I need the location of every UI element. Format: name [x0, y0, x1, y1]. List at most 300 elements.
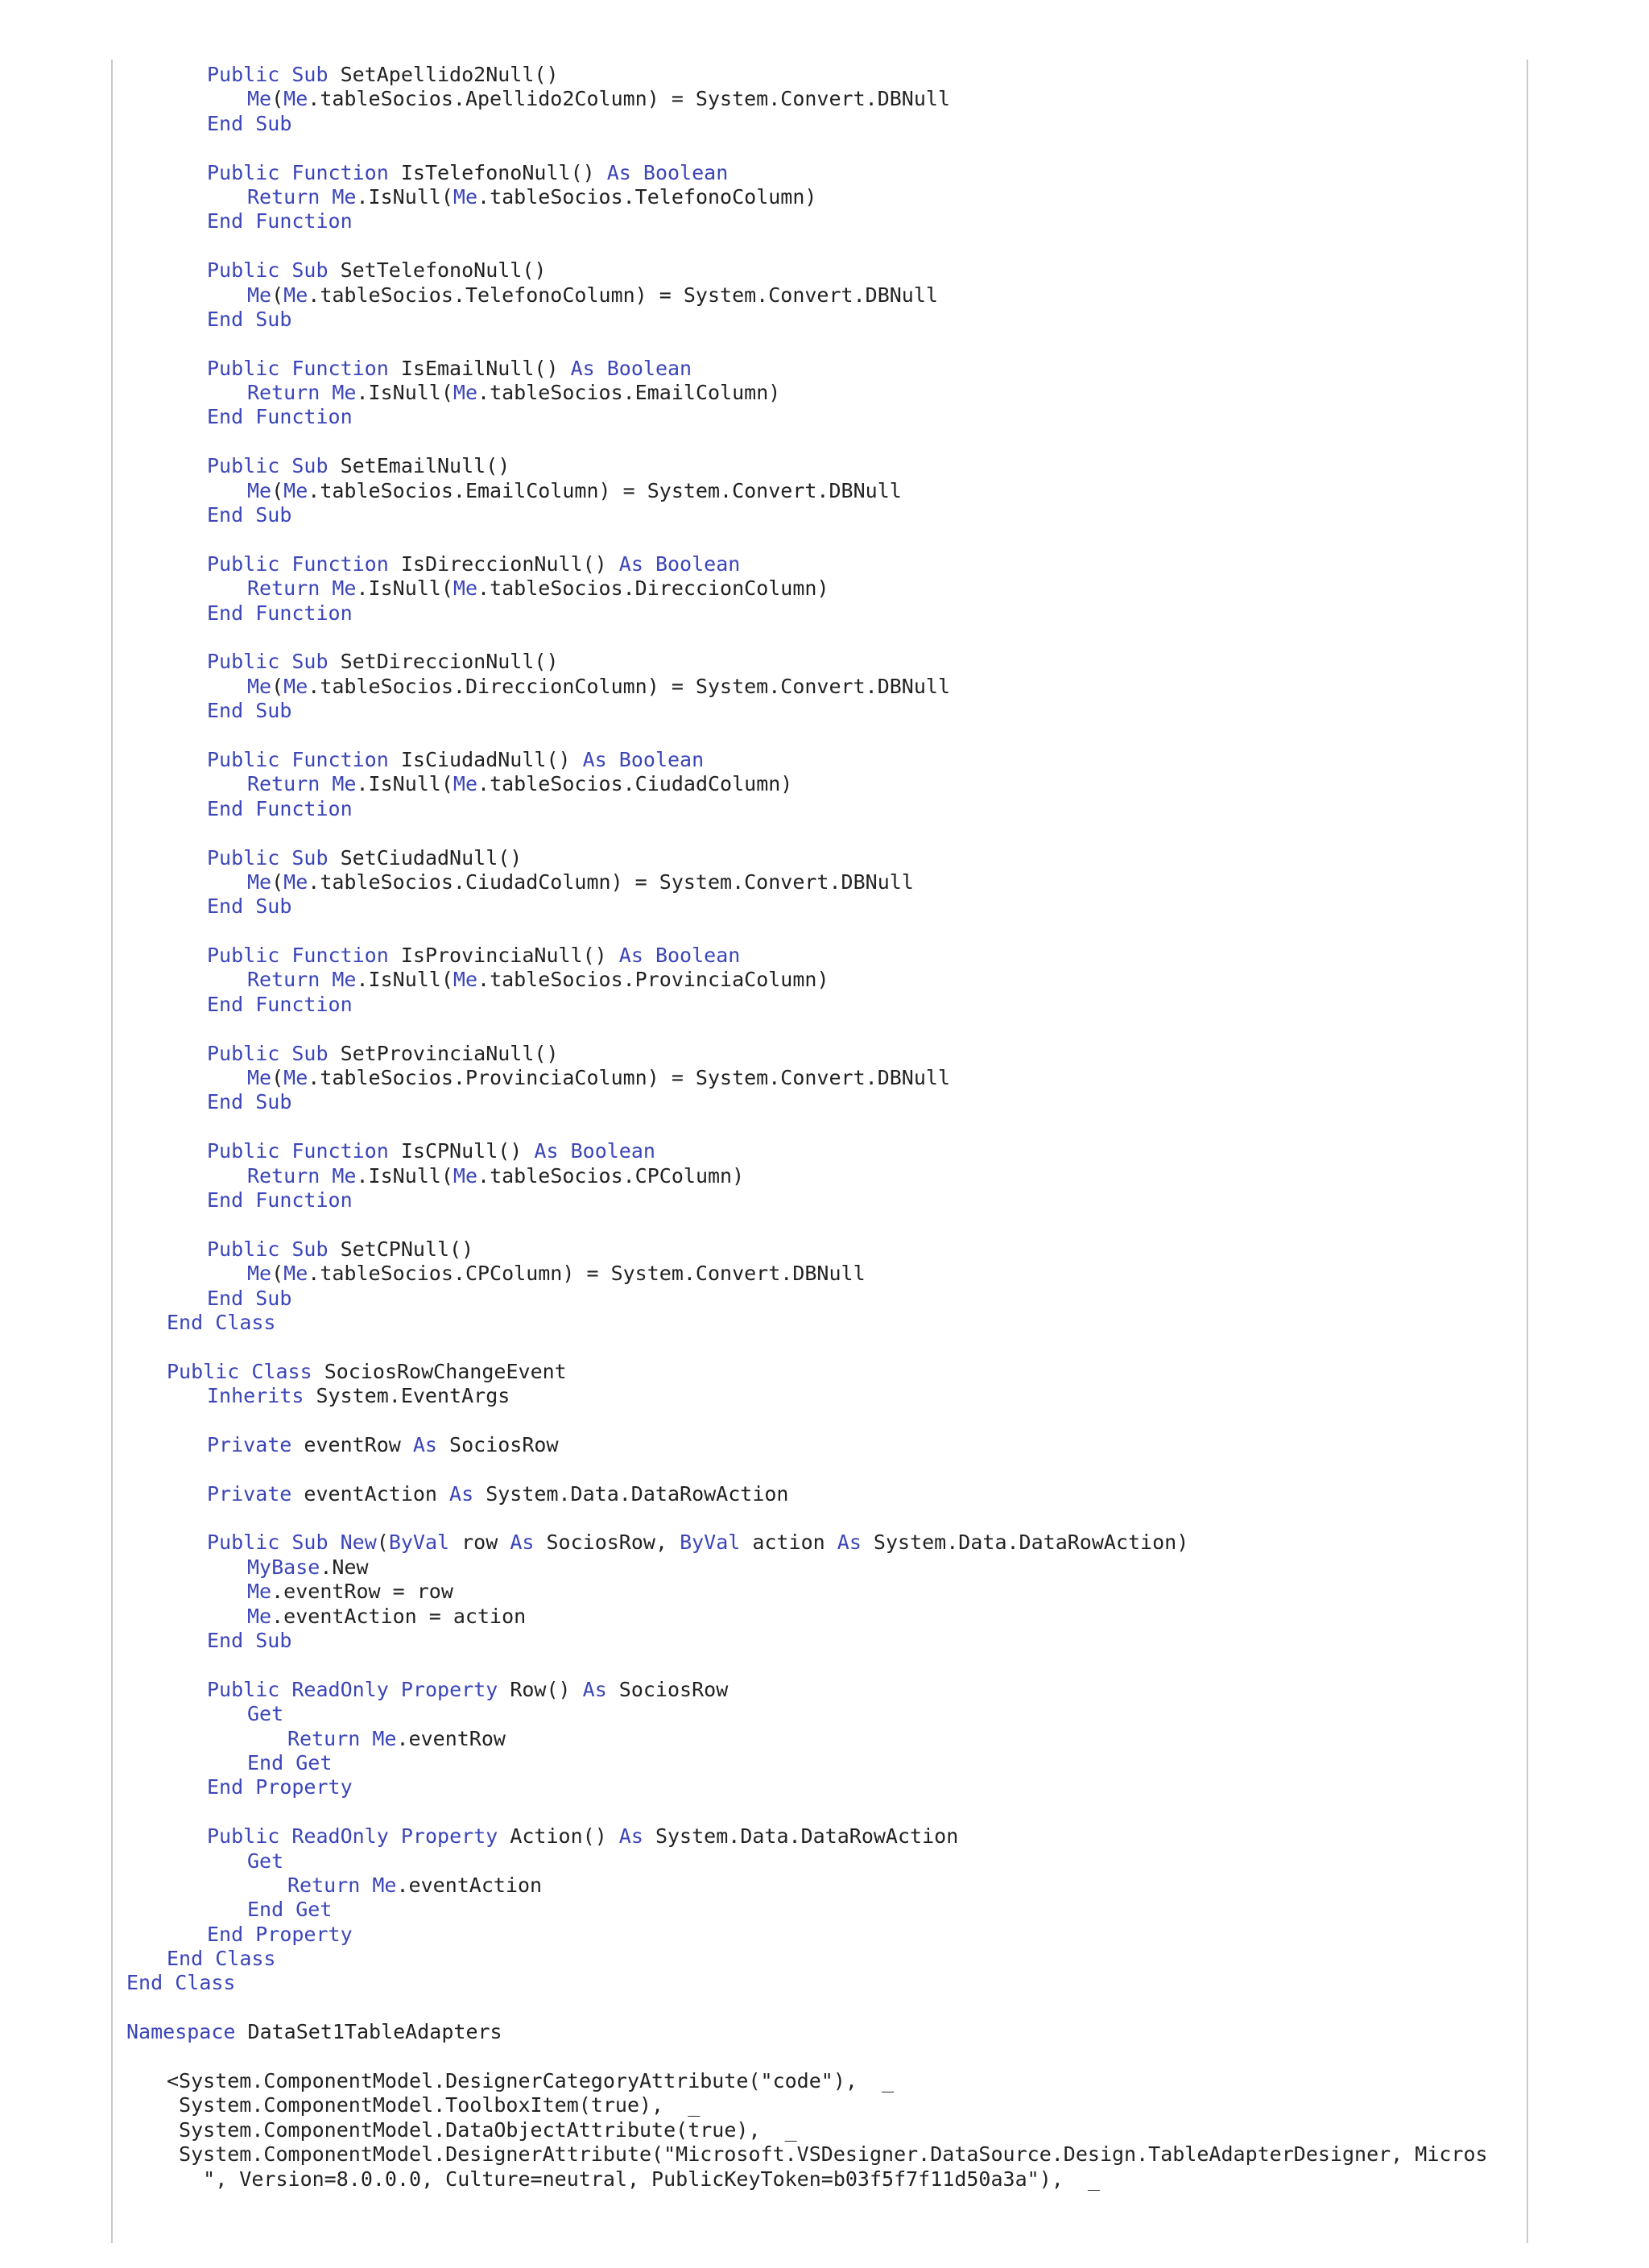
keyword-token: As [837, 1531, 862, 1555]
code-token [163, 1971, 175, 1994]
keyword-token: Public [207, 454, 280, 478]
keyword-token: Public [207, 650, 280, 674]
keyword-token: Public [207, 944, 280, 968]
code-line [113, 601, 1488, 626]
code-viewport [113, 63, 1628, 2237]
code-line [113, 1360, 1488, 1384]
keyword-token: Public [207, 1237, 280, 1261]
code-token: SetCiudadNull() [328, 845, 523, 870]
keyword-token: Public [207, 1041, 280, 1065]
code-token: ( [271, 283, 284, 307]
code-token [243, 1775, 255, 1799]
keyword-token: Me [372, 1873, 397, 1897]
keyword-token: End [126, 1971, 163, 1995]
keyword-token: End [207, 307, 244, 331]
code-line [113, 699, 1488, 723]
code-line [113, 454, 1488, 478]
keyword-token: Boolean [643, 160, 729, 184]
keyword-token: Sub [255, 699, 292, 723]
code-line [113, 1605, 1488, 1629]
code-line [113, 283, 1488, 308]
code-token [279, 258, 291, 282]
code-line [113, 1090, 1488, 1114]
code-token [279, 1531, 291, 1554]
code-line [113, 2069, 1488, 2093]
code-token [283, 1898, 295, 1921]
code-token [243, 1287, 255, 1310]
code-token [320, 576, 332, 600]
keyword-token: Return [247, 576, 320, 601]
blank-line [113, 234, 1488, 258]
code-token: IsCPNull() [388, 1139, 535, 1163]
code-token: System.EventArgs [304, 1384, 510, 1408]
code-line [113, 1923, 1488, 1947]
blank-line [113, 1800, 1488, 1824]
keyword-token: Me [247, 674, 272, 698]
code-token: .tableSocios.EmailColumn) = System.Convert.DBNull [308, 478, 902, 502]
code-line [113, 1629, 1488, 1653]
blank-line [113, 724, 1488, 748]
keyword-token: End [207, 699, 244, 723]
keyword-token: Sub [255, 1286, 292, 1310]
code-token: eventRow [291, 1432, 413, 1456]
code-line [113, 650, 1488, 674]
code-line [113, 2142, 1488, 2167]
code-token: IsCiudadNull() [388, 747, 583, 771]
keyword-token: Me [332, 1163, 357, 1188]
keyword-token: Me [453, 968, 478, 992]
keyword-token: Sub [255, 1629, 292, 1652]
keyword-token: ByVal [388, 1531, 450, 1555]
code-token: .tableSocios.TelefonoColumn) [477, 184, 817, 209]
keyword-token: Class [251, 1359, 312, 1383]
code-token: .eventAction = action [271, 1604, 527, 1628]
code-token: .eventRow [396, 1726, 506, 1750]
keyword-token: Sub [291, 1237, 329, 1261]
blank-line [113, 1408, 1488, 1432]
blank-line [113, 136, 1488, 160]
keyword-token: Function [255, 992, 353, 1016]
blank-line [113, 1212, 1488, 1237]
code-token [243, 1090, 255, 1113]
code-line [113, 308, 1488, 332]
code-line [113, 479, 1488, 503]
keyword-token: End [207, 601, 244, 625]
blank-line [113, 1017, 1488, 1041]
code-token [239, 1360, 251, 1383]
code-token: SociosRow [606, 1677, 729, 1701]
code-token [203, 1947, 215, 1970]
keyword-token: End [207, 1090, 244, 1114]
blank-line [113, 430, 1488, 454]
keyword-token: Sub [291, 845, 329, 870]
code-token [243, 503, 255, 527]
keyword-token: Me [247, 870, 272, 894]
keyword-token: Me [332, 381, 357, 405]
code-line [113, 1898, 1488, 1922]
code-line [113, 357, 1488, 381]
keyword-token: Me [283, 1262, 308, 1286]
keyword-token: Class [215, 1947, 276, 1971]
keyword-token: As [582, 1677, 607, 1701]
code-line [113, 2167, 1488, 2192]
code-token: ( [271, 1066, 284, 1090]
keyword-token: Get [295, 1898, 333, 1922]
code-token: Row() [498, 1677, 583, 1701]
code-line [113, 1678, 1488, 1702]
keyword-token: End [167, 1310, 204, 1334]
code-token: SociosRowChangeEvent [312, 1359, 567, 1383]
code-token: action [740, 1531, 837, 1555]
keyword-token: End [207, 209, 244, 233]
code-token: .tableSocios.Apellido2Column) = System.Convert.DBNull [308, 87, 950, 111]
code-token: IsProvinciaNull() [388, 944, 619, 968]
code-token: SetCPNull() [328, 1237, 474, 1261]
code-line [113, 405, 1488, 429]
keyword-token: Property [400, 1677, 498, 1701]
code-line [113, 993, 1488, 1017]
code-token: <System.ComponentModel.DesignerCategoryAttribute("code"), _ [167, 2069, 895, 2093]
blank-line [113, 527, 1488, 552]
code-line [113, 870, 1488, 894]
code-token [279, 1139, 291, 1163]
code-token: DataSet1TableAdapters [235, 2020, 502, 2044]
code-token: SetEmailNull() [328, 454, 510, 478]
code-line [113, 772, 1488, 796]
code-line [113, 1751, 1488, 1775]
blank-line [113, 332, 1488, 356]
keyword-token: Property [255, 1775, 353, 1799]
keyword-token: Me [247, 87, 272, 111]
code-line [113, 87, 1488, 111]
blank-line [113, 1115, 1488, 1139]
code-line [113, 1188, 1488, 1212]
code-line [113, 944, 1488, 968]
keyword-token: Return [247, 772, 320, 796]
code-token [320, 381, 332, 404]
code-token: .IsNull( [356, 1163, 453, 1188]
keyword-token: Function [255, 209, 353, 233]
code-line [113, 503, 1488, 527]
blank-line [113, 821, 1488, 845]
keyword-token: End [207, 1775, 244, 1799]
keyword-token: End [207, 992, 244, 1016]
code-token [279, 1042, 291, 1065]
code-line [113, 1066, 1488, 1090]
code-line [113, 576, 1488, 601]
keyword-token: Function [291, 160, 389, 184]
keyword-token: Property [255, 1922, 353, 1946]
code-token [279, 552, 291, 576]
keyword-token: Sub [291, 1041, 329, 1065]
code-line [113, 1531, 1488, 1555]
code-line [113, 1873, 1488, 1898]
keyword-token: Boolean [606, 356, 692, 380]
code-token [243, 1188, 255, 1212]
code-line [113, 161, 1488, 185]
keyword-token: Namespace [126, 2020, 236, 2044]
code-line [113, 258, 1488, 283]
keyword-token: Sub [291, 650, 329, 674]
code-token: System.ComponentModel.DesignerAttribute("Microsoft.VSDesigner.DataSource.Design.TableAdapterDesigner, Micros [167, 2142, 1488, 2167]
code-token: SetDireccionNull() [328, 650, 559, 674]
keyword-token: Me [332, 772, 357, 796]
code-token [243, 308, 255, 331]
code-token: SociosRow, [534, 1531, 680, 1555]
code-token [243, 601, 255, 625]
keyword-token: Return [287, 1873, 361, 1897]
code-line [113, 748, 1488, 772]
code-line [113, 1775, 1488, 1799]
code-token [360, 1727, 372, 1750]
code-token: ( [271, 87, 284, 111]
keyword-token: Private [207, 1481, 292, 1506]
keyword-token: End [207, 1188, 244, 1212]
code-token [279, 454, 291, 477]
keyword-token: Public [167, 1359, 240, 1383]
code-token: IsDireccionNull() [388, 552, 619, 576]
code-token: System.Data.DataRowAction [473, 1481, 789, 1506]
code-line [113, 2020, 1488, 2044]
blank-line [113, 2045, 1488, 2069]
code-token: .New [320, 1555, 369, 1579]
code-token: .IsNull( [356, 381, 453, 405]
keyword-token: Function [291, 356, 389, 380]
code-token [279, 944, 291, 967]
code-token: ( [271, 674, 284, 698]
code-token: ", Version=8.0.0.0, Culture=neutral, PublicKeyToken=b03f5f7f11d50a3a"), _ [167, 2167, 1100, 2191]
code-token [389, 1824, 401, 1848]
keyword-token: Me [332, 184, 357, 209]
code-token [279, 1678, 291, 1701]
code-line [113, 2093, 1488, 2117]
keyword-token: Get [247, 1849, 284, 1873]
code-token: .tableSocios.CPColumn) [477, 1163, 745, 1188]
code-line [113, 846, 1488, 870]
keyword-token: Sub [255, 894, 292, 919]
keyword-token: End [207, 405, 244, 429]
code-token: Action() [498, 1824, 619, 1849]
keyword-token: End [207, 796, 244, 820]
blank-line [113, 1457, 1488, 1481]
code-token [320, 185, 332, 209]
code-token [243, 1923, 255, 1946]
code-token [203, 1311, 215, 1334]
blank-line [113, 1335, 1488, 1359]
keyword-token: Me [372, 1726, 397, 1750]
keyword-token: Function [255, 1188, 353, 1212]
code-token: ( [376, 1531, 389, 1555]
keyword-token: Me [453, 576, 478, 601]
keyword-token: End [247, 1750, 284, 1774]
code-token [243, 209, 255, 233]
keyword-token: Public [207, 258, 280, 283]
keyword-token: Me [283, 870, 308, 894]
keyword-token: Return [247, 1163, 320, 1188]
keyword-token: Return [287, 1726, 361, 1750]
keyword-token: ReadOnly [291, 1677, 389, 1701]
keyword-token: Class [175, 1971, 236, 1995]
code-token [243, 112, 255, 135]
code-line [113, 552, 1488, 576]
keyword-token: Me [247, 1580, 272, 1604]
code-token: .tableSocios.EmailColumn) [477, 381, 781, 405]
keyword-token: Sub [255, 503, 292, 527]
code-token: .eventRow = row [271, 1580, 453, 1604]
keyword-token: Public [207, 160, 280, 184]
code-line [113, 185, 1488, 209]
keyword-token: Me [283, 1066, 308, 1090]
code-line [113, 1384, 1488, 1408]
keyword-token: Me [332, 576, 357, 601]
keyword-token: Me [247, 1066, 272, 1090]
code-line [113, 1702, 1488, 1726]
code-token: IsTelefonoNull() [388, 160, 607, 184]
keyword-token: ReadOnly [291, 1824, 389, 1849]
keyword-token: Public [207, 63, 280, 86]
code-line [113, 1139, 1488, 1163]
keyword-token: ByVal [680, 1531, 741, 1555]
keyword-token: Function [291, 552, 389, 576]
code-token [243, 894, 255, 918]
keyword-token: As [582, 747, 607, 771]
blank-line [113, 1506, 1488, 1531]
code-token [279, 1237, 291, 1261]
code-line [113, 1433, 1488, 1457]
keyword-token: Sub [291, 454, 329, 478]
blank-line [113, 626, 1488, 650]
code-token: SetApellido2Null() [328, 63, 559, 86]
keyword-token: Get [295, 1750, 333, 1774]
keyword-token: As [618, 944, 643, 968]
code-token: SetProvinciaNull() [328, 1041, 559, 1065]
code-line [113, 1727, 1488, 1751]
keyword-token: Return [247, 968, 320, 992]
keyword-token: Me [247, 1604, 272, 1628]
code-token: System.Data.DataRowAction) [861, 1531, 1189, 1555]
code-line [113, 1042, 1488, 1066]
code-line [113, 1311, 1488, 1335]
code-token: eventAction [291, 1481, 450, 1506]
code-token: row [449, 1531, 510, 1555]
code-token [643, 552, 655, 576]
code-token: .IsNull( [356, 772, 453, 796]
code-line [113, 2118, 1488, 2142]
keyword-token: Get [247, 1702, 284, 1726]
keyword-token: Me [453, 184, 478, 209]
keyword-token: Function [291, 1139, 389, 1163]
code-token [279, 357, 291, 380]
keyword-token: Me [247, 283, 272, 307]
code-line [113, 675, 1488, 699]
code-token: .tableSocios.DireccionColumn) = System.Convert.DBNull [308, 674, 950, 698]
keyword-token: Me [283, 283, 308, 307]
code-token [279, 748, 291, 771]
keyword-token: Function [255, 405, 353, 429]
code-line [113, 1580, 1488, 1604]
code-token [279, 846, 291, 870]
code-token [643, 944, 655, 967]
code-token [279, 1824, 291, 1848]
keyword-token: Sub [255, 1090, 292, 1114]
keyword-token: Sub [291, 258, 329, 283]
code-token [279, 161, 291, 184]
keyword-token: Me [453, 1163, 478, 1188]
keyword-token: Function [291, 944, 389, 968]
code-token: .tableSocios.TelefonoColumn) = System.Convert.DBNull [308, 283, 938, 307]
keyword-token: Property [400, 1824, 498, 1849]
keyword-token: Me [283, 674, 308, 698]
keyword-token: Public [207, 747, 280, 771]
keyword-token: Function [291, 747, 389, 771]
code-token [360, 1873, 372, 1897]
keyword-token: Boolean [655, 552, 741, 576]
code-line [113, 1237, 1488, 1262]
code-line [113, 1164, 1488, 1188]
keyword-token: Sub [291, 1531, 329, 1555]
keyword-token: Sub [255, 307, 292, 331]
code-token: .IsNull( [356, 576, 453, 601]
code-token [595, 357, 607, 380]
code-token: .IsNull( [356, 184, 453, 209]
code-line [113, 1824, 1488, 1849]
blank-line [113, 1653, 1488, 1677]
keyword-token: As [510, 1531, 535, 1555]
code-token: ( [271, 478, 284, 502]
blank-line [113, 1996, 1488, 2020]
keyword-token: Me [332, 968, 357, 992]
keyword-token: Function [255, 796, 353, 820]
keyword-token: End [207, 1286, 244, 1310]
code-line [113, 112, 1488, 136]
keyword-token: Public [207, 552, 280, 576]
code-line [113, 894, 1488, 919]
code-token: System.Data.DataRowAction [643, 1824, 959, 1849]
keyword-token: Me [247, 478, 272, 502]
code-token [283, 1751, 295, 1774]
code-token [243, 405, 255, 428]
keyword-token: Sub [291, 63, 329, 86]
keyword-token: Me [453, 381, 478, 405]
code-token: .tableSocios.ProvinciaColumn) = System.Convert.DBNull [308, 1066, 950, 1090]
keyword-token: End [167, 1947, 204, 1971]
code-token [329, 1531, 341, 1554]
code-token [243, 797, 255, 820]
code-token: SociosRow [436, 1432, 559, 1456]
code-token [559, 1139, 571, 1163]
keyword-token: Public [207, 1824, 280, 1849]
code-token [243, 699, 255, 722]
code-token [243, 993, 255, 1016]
code-line [113, 797, 1488, 821]
keyword-token: Return [247, 381, 320, 405]
code-token [279, 63, 291, 86]
code-token: .tableSocios.DireccionColumn) [477, 576, 829, 601]
code-token: SetTelefonoNull() [328, 258, 547, 283]
keyword-token: End [207, 503, 244, 527]
keyword-token: End [207, 894, 244, 919]
keyword-token: End [247, 1898, 284, 1922]
code-token [279, 650, 291, 673]
keyword-token: Boolean [655, 944, 741, 968]
keyword-token: Return [247, 184, 320, 209]
keyword-token: New [340, 1531, 377, 1555]
keyword-token: Me [453, 772, 478, 796]
code-token: .eventAction [396, 1873, 543, 1897]
keyword-token: End [207, 1629, 244, 1652]
code-line [113, 1555, 1488, 1580]
keyword-token: As [449, 1481, 474, 1506]
